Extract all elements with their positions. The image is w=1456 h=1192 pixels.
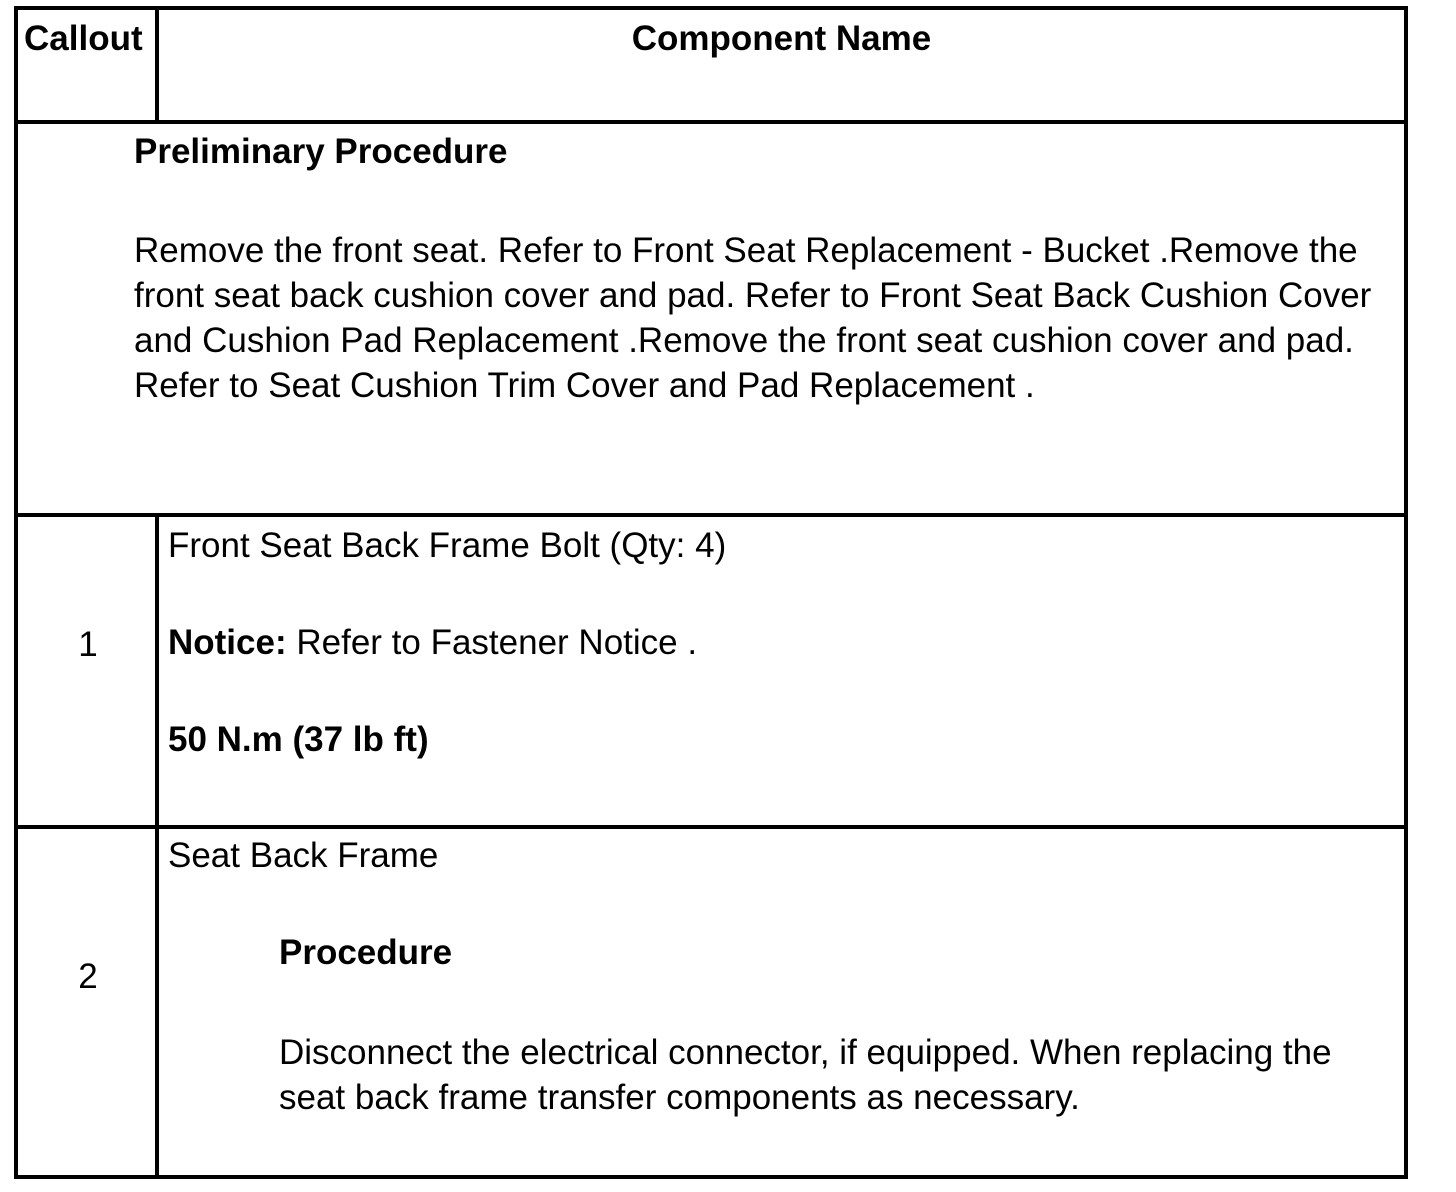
- preliminary-divider: [18, 513, 1404, 517]
- row2-component-name: Seat Back Frame: [168, 836, 439, 875]
- row2-procedure-title: Procedure: [279, 933, 453, 972]
- preliminary-title: Preliminary Procedure: [134, 132, 508, 171]
- row2-procedure-text: Disconnect the electrical connector, if equipped. When replacing the seat back frame transfer components as necessary.: [279, 1033, 1332, 1117]
- row1-torque: 50 N.m (37 lb ft): [168, 720, 429, 759]
- row1-notice-label: Notice:: [168, 623, 287, 662]
- header-component-name: Component Name: [631, 19, 932, 58]
- row1-divider: [18, 825, 1404, 829]
- row1-callout: 1: [78, 625, 98, 664]
- row1-notice-text: Refer to Fastener Notice .: [286, 623, 698, 662]
- preliminary-text: Remove the front seat. Refer to Front Seat Replacement - Bucket .Remove the front seat back cushion cover and pad. Refer to Front Seat Back Cushion Cover and Cushion Pad Replacement .Remove the front seat cushion cover and pad. Refer to Seat Cushion Trim Cover and Pad Replacement .: [134, 231, 1372, 405]
- header-divider: [18, 120, 1404, 124]
- rows-column-divider: [155, 513, 159, 1179]
- callout-table: [14, 6, 1408, 1179]
- header-callout: Callout: [24, 19, 143, 58]
- row1-notice: [168, 620, 697, 665]
- row1-component-name: Front Seat Back Frame Bolt (Qty: 4): [168, 526, 727, 565]
- row2-callout: 2: [78, 957, 98, 996]
